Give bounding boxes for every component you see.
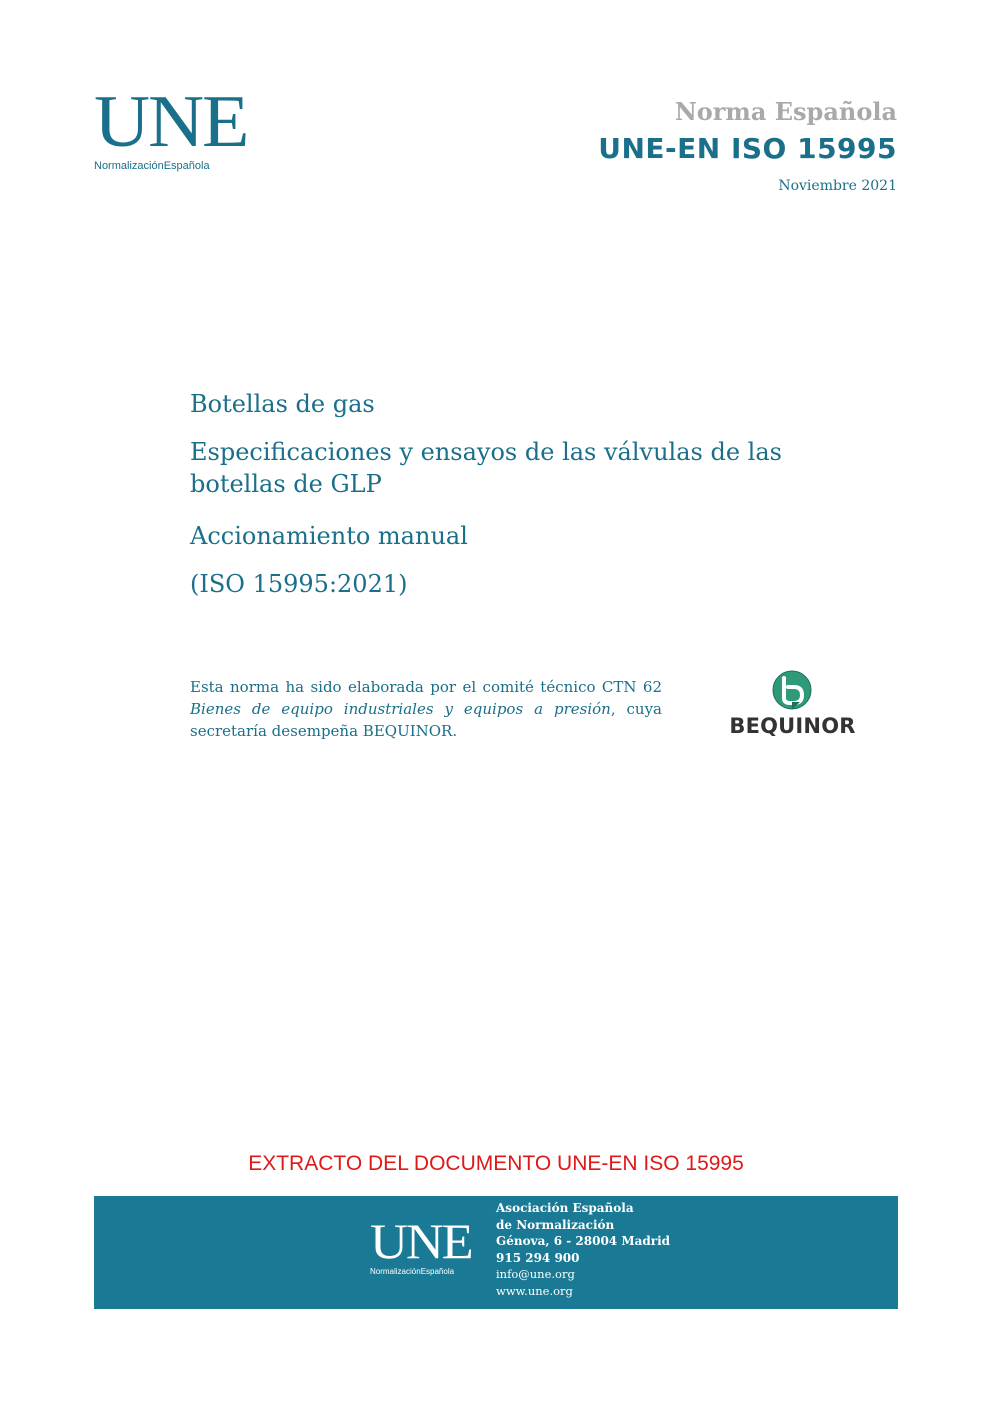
une-logo-letters: UNE [94, 81, 248, 163]
footer-website-link[interactable]: www.une.org [496, 1283, 573, 1298]
committee-text-2: , cuya secretaría desempeña BEQUINOR. [190, 700, 662, 740]
une-logo [94, 81, 248, 177]
footer-logo-sub-b: Española [420, 1267, 455, 1276]
footer-contact [496, 1200, 670, 1299]
committee-name: Bienes de equipo industriales y equipos a presión [190, 700, 611, 718]
footer-phone: 915 294 900 [496, 1250, 580, 1265]
title-subject: Especificaciones y ensayos de las válvulas de las botellas de GLP [190, 438, 782, 498]
footer-logo-letters: UNE [370, 1213, 472, 1269]
footer-email-link[interactable]: info@une.org [496, 1267, 575, 1281]
bequinor-logo [720, 668, 865, 748]
footer-logo-sub-a: Normalización [370, 1267, 421, 1276]
extract-notice: EXTRACTO DEL DOCUMENTO UNE-EN ISO 15995 [248, 1152, 744, 1175]
une-logo-sub-b: Española [163, 160, 210, 172]
title-iso-ref: (ISO 15995:2021) [190, 570, 408, 598]
bequinor-emblem-icon [720, 668, 865, 712]
footer-une-logo [370, 1213, 480, 1280]
norma-date: Noviembre 2021 [778, 178, 897, 194]
title-main: Botellas de gas [190, 390, 375, 418]
norma-label: Norma Española [674, 97, 897, 126]
une-logo-sub-a: Normalización [94, 160, 164, 172]
footer-address: Génova, 6 - 28004 Madrid [496, 1234, 671, 1248]
norma-code: UNE-EN ISO 15995 [598, 132, 897, 165]
title-part: Accionamiento manual [190, 522, 468, 550]
footer-org-line2: de Normalización [496, 1217, 615, 1232]
committee-text-1: Esta norma ha sido elaborada por el comité técnico CTN 62 [190, 678, 662, 696]
footer-org-line1: Asociación Española [496, 1201, 634, 1215]
footer-banner [94, 1196, 898, 1309]
bequinor-name: BEQUINOR [729, 714, 856, 738]
committee-statement [190, 676, 662, 742]
